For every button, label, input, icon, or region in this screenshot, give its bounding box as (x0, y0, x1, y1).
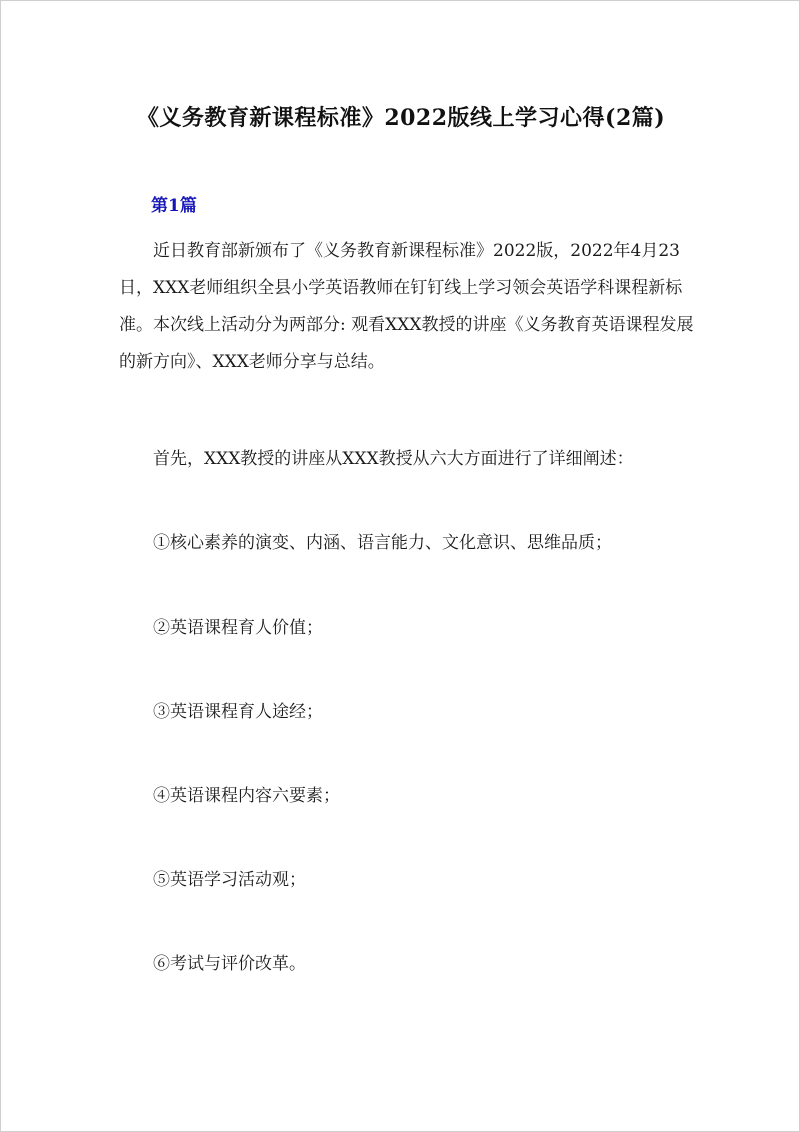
list-item: ①核心素养的演变、内涵、语言能力、文化意识、思维品质； (153, 533, 612, 553)
list-item: ⑥考试与评价改革。 (153, 954, 306, 974)
lead-in-line: 首先，XXX教授的讲座从XXX教授从六大方面进行了详细阐述： (153, 449, 634, 469)
section-heading: 第1篇 (151, 196, 197, 216)
list-item: ②英语课程育人价值； (153, 618, 323, 638)
document-title: 《义务教育新课程标准》2022版线上学习心得(2篇) (136, 105, 666, 131)
list-item: ⑤英语学习活动观； (153, 870, 306, 890)
list-item: ④英语课程内容六要素； (153, 786, 340, 806)
intro-paragraph: 近日教育部新颁布了《义务教育新课程标准》2022版，2022年4月23日，XXX老师组织全县小学英语教师在钉钉线上学习领会英语学科课程新标准。本次线上活动分为两部分: 观看XXX教授的讲座《义务教育英语课程发展的新方向》、XXX老师分享与总结。 (119, 241, 694, 372)
list-item: ③英语课程育人途经； (153, 702, 323, 722)
